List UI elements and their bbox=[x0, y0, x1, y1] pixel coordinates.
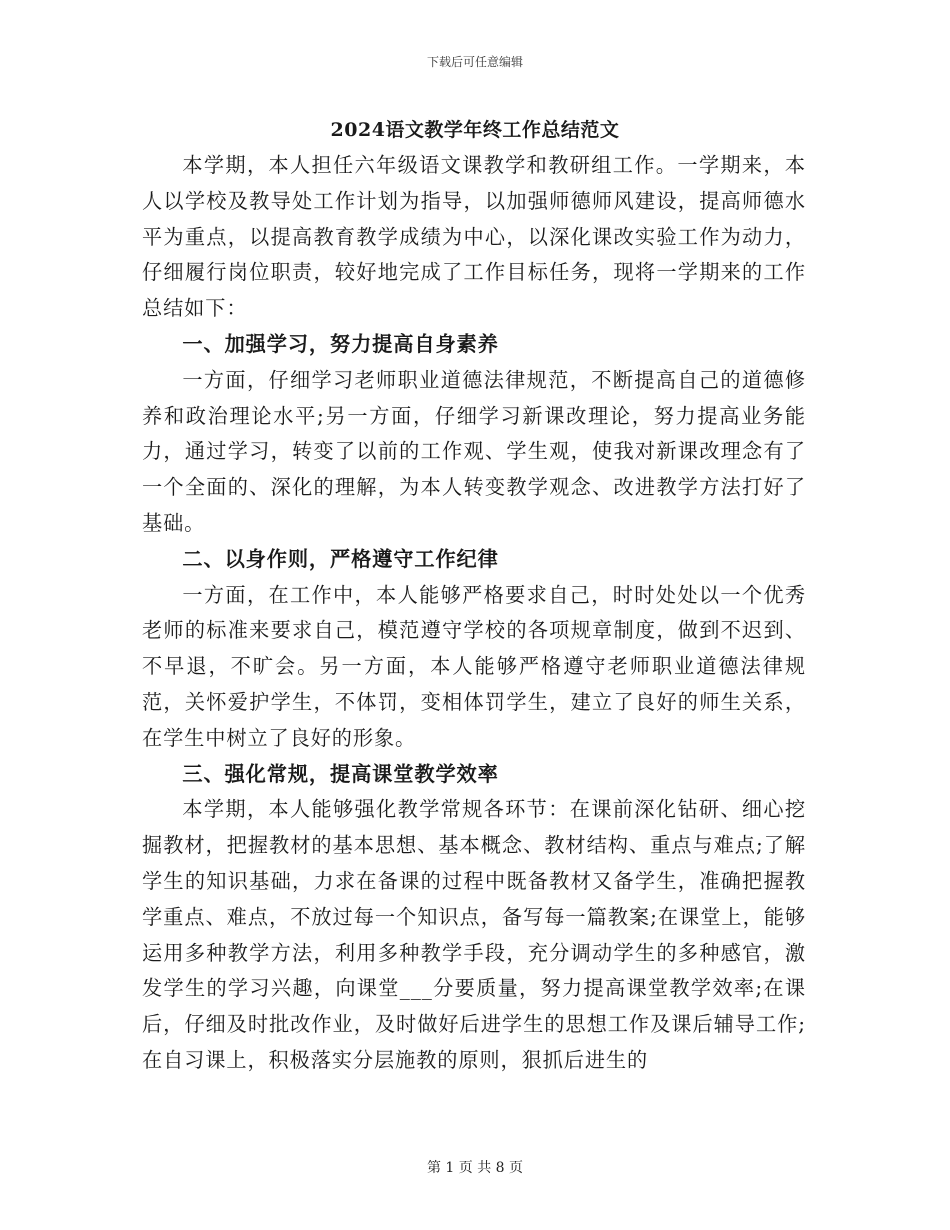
section-paragraph-3: 本学期，本人能够强化教学常规各环节：在课前深化钻研、细心挖掘教材，把握教材的基本思想、基本概念、教材结构、重点与难点;了解学生的知识基础，力求在备课的过程中既备教材又备学生，准确把握教学重点、难点，不放过每一个知识点，备写每一篇教案;在课堂上，能够运用多种教学方法，利用多种教学手段，充分调动学生的多种感官，激发学生的学习兴趣，向课堂___分要质量，努力提高课堂教学效率;在课后，仔细及时批改作业，及时做好后进学生的思想工作及课后辅导工作;在自习课上，积极落实分层施教的原则，狠抓后进生的 bbox=[142, 797, 806, 1072]
document-body bbox=[142, 148, 806, 1079]
section-paragraph-2: 一方面，在工作中，本人能够严格要求自己，时时处处以一个优秀老师的标准来要求自己，模范遵守学校的各项规章制度，做到不迟到、不早退，不旷会。另一方面，本人能够严格遵守老师职业道德法律规范，关怀爱护学生，不体罚，变相体罚学生，建立了良好的师生关系，在学生中树立了良好的形象。 bbox=[142, 582, 806, 750]
intro-paragraph: 本学期，本人担任六年级语文课教学和教研组工作。一学期来，本人以学校及教导处工作计划为指导，以加强师德师风建设，提高师德水平为重点，以提高教育教学成绩为中心，以深化课改实验工作为动力，仔细履行岗位职责，较好地完成了工作目标任务，现将一学期来的工作总结如下： bbox=[142, 153, 806, 321]
section-heading-3: 三、强化常规，提高课堂教学效率 bbox=[182, 761, 499, 786]
section-heading-1: 一、加强学习，努力提高自身素养 bbox=[182, 331, 499, 356]
document-title: 2024语文教学年终工作总结范文 bbox=[330, 119, 620, 141]
page-number-footer: 第 1 页 共 8 页 bbox=[426, 1160, 524, 1176]
header-note: 下载后可任意编辑 bbox=[426, 55, 523, 69]
section-paragraph-1: 一方面，仔细学习老师职业道德法律规范，不断提高自己的道德修养和政治理论水平;另一方面，仔细学习新课改理论，努力提高业务能力，通过学习，转变了以前的工作观、学生观，使我对新课改理念有了一个全面的、深化的理解，为本人转变教学观念、改进教学方法打好了基础。 bbox=[142, 367, 806, 535]
section-heading-2: 二、以身作则，严格遵守工作纪律 bbox=[182, 546, 499, 571]
